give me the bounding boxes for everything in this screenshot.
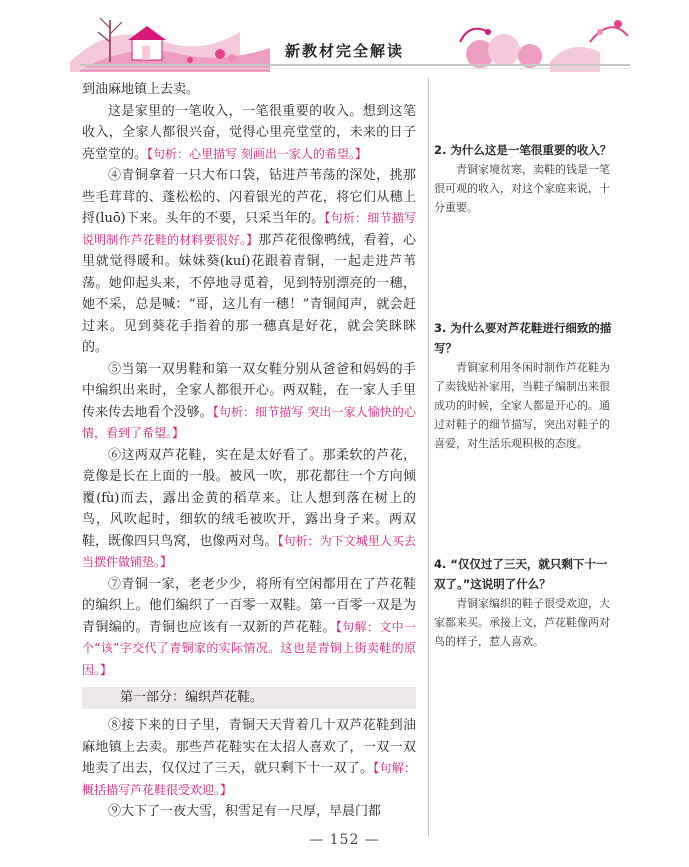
paragraph-5-text: ⑤当第一双男鞋和第一双女鞋分别从爸爸和妈妈的手中编织出来时，全家人都很开心。两双鞋，在一家人手里传来传去地看个没够。 xyxy=(82,361,416,420)
header-title: 新教材完全解读 xyxy=(284,42,404,60)
paragraph-8 xyxy=(82,715,416,801)
main-text-column xyxy=(82,79,416,823)
side-question-4 xyxy=(434,554,612,651)
answer-2: 青铜家境贫寒，卖鞋的钱是一笔很可观的收入，对这个家庭来说，十分重要。 xyxy=(434,163,610,214)
side-question-3 xyxy=(434,318,612,453)
header-rule-thin xyxy=(80,68,630,69)
page-header xyxy=(0,0,689,80)
paragraph-4-text: ④青铜拿着一只大布口袋，钻进芦苇荡的深处，挑那些毛茸茸的、蓬松松的、闪着银光的芦花，将它们从穗上捋(luō)下来。头年的不要，只采当年的。 xyxy=(82,168,416,226)
question-4: 4. “仅仅过了三天，就只剩下十一双了。”这说明了什么？ xyxy=(434,557,608,591)
section-summary-bar: 第一部分：编织芦花鞋。 xyxy=(82,687,416,709)
annotation-2: 【句析：细节描写 说明制作芦花鞋的材料要很好。】 xyxy=(82,211,416,247)
annotation-6: 【句解：概括描写芦花鞋很受欢迎。】 xyxy=(82,761,416,797)
paragraph-4-text-cont: 那芦花很像鸭绒，看着，心里就觉得暖和。妹妹葵(kuí)花跟着青铜，一起走进芦苇荡。她仰起头来，不停地寻觅着，见到特别漂亮的一穗，她不采，总是喊：“哥，这儿有一穗！”青铜闻声，就会赶过来。见到葵花手指着的那一穗真是好花，就会笑眯眯的。 xyxy=(82,232,416,355)
annotation-5: 【句解：文中一个“该”字交代了青铜家的实际情况。这也是青铜上街卖鞋的原因。】 xyxy=(82,619,416,677)
annotation-4: 【句析：为下文城里人买去当摆件做铺垫。】 xyxy=(82,533,416,569)
paragraph-9: ⑨大下了一夜大雪，积雪足有一尺厚，早晨门都 xyxy=(108,804,382,819)
question-2: 2. 为什么这是一笔很重要的收入？ xyxy=(434,143,612,157)
annotation-3: 【句析：细节描写 突出一家人愉快的心情，看到了希望。】 xyxy=(82,404,416,440)
header-decoration-left xyxy=(70,2,310,72)
header-decoration-right xyxy=(440,2,640,72)
paragraph-6-text: ⑥这两双芦花鞋，实在是太好看了。那柔软的芦花，竟像是长在上面的一般。被风一吹，那花都往一个方向倾覆(fù)而去，露出金黄的稻草来。让人想到落在树上的鸟，风吹起时，细软的绒毛被吹开，露出身子来。两双鞋，既像四只鸟窝，也像两对鸟。 xyxy=(82,447,416,549)
paragraph-8-text: ⑧接下来的日子里，青铜天天背着几十双芦花鞋到油麻地镇上去卖。那些芦花鞋实在太招人喜欢了，一双一双地卖了出去，仅仅过了三天，就只剩下十一双了。 xyxy=(82,718,416,776)
question-3: 3. 为什么要对芦花鞋进行细致的描写？ xyxy=(434,321,612,355)
annotation-1: 【句析：心里描写 刻画出一家人的希望。】 xyxy=(147,146,367,161)
paragraph-3 xyxy=(82,101,416,166)
page-number: — 152 — xyxy=(309,832,380,848)
paragraph-3-text: 这是家里的一笔收入，一笔很重要的收入。想到这笔收入，全家人都很兴奋，觉得心里亮堂堂的，未来的日子亮堂堂的。 xyxy=(82,103,416,162)
paragraph-7 xyxy=(82,574,416,682)
paragraph-continuation: 到油麻地镇上去卖。 xyxy=(82,82,200,97)
answer-3: 青铜家利用冬闲时制作芦花鞋为了卖钱贴补家用，当鞋子编制出来很成功的时候，全家人都是开心的。通过对鞋子的细节描写，突出对鞋子的喜爱，对生活乐观积极的态度。 xyxy=(434,361,610,450)
paragraph-6 xyxy=(82,445,416,574)
paragraph-4 xyxy=(82,165,416,359)
header-rule xyxy=(80,64,630,66)
paragraph-7-text: ⑦青铜一家，老老少少，将所有空闲都用在了芦花鞋的编织上。他们编织了一百零一双鞋。第一百零一双是为青铜编的。青铜也应该有一双新的芦花鞋。 xyxy=(82,576,416,635)
paragraph-5 xyxy=(82,359,416,445)
answer-4: 青铜家编织的鞋子很受欢迎，大家都来买。承接上文，芦花鞋像两对鸟的样子，惹人喜欢。 xyxy=(434,597,610,648)
column-divider xyxy=(428,78,429,836)
side-question-2 xyxy=(434,140,612,217)
